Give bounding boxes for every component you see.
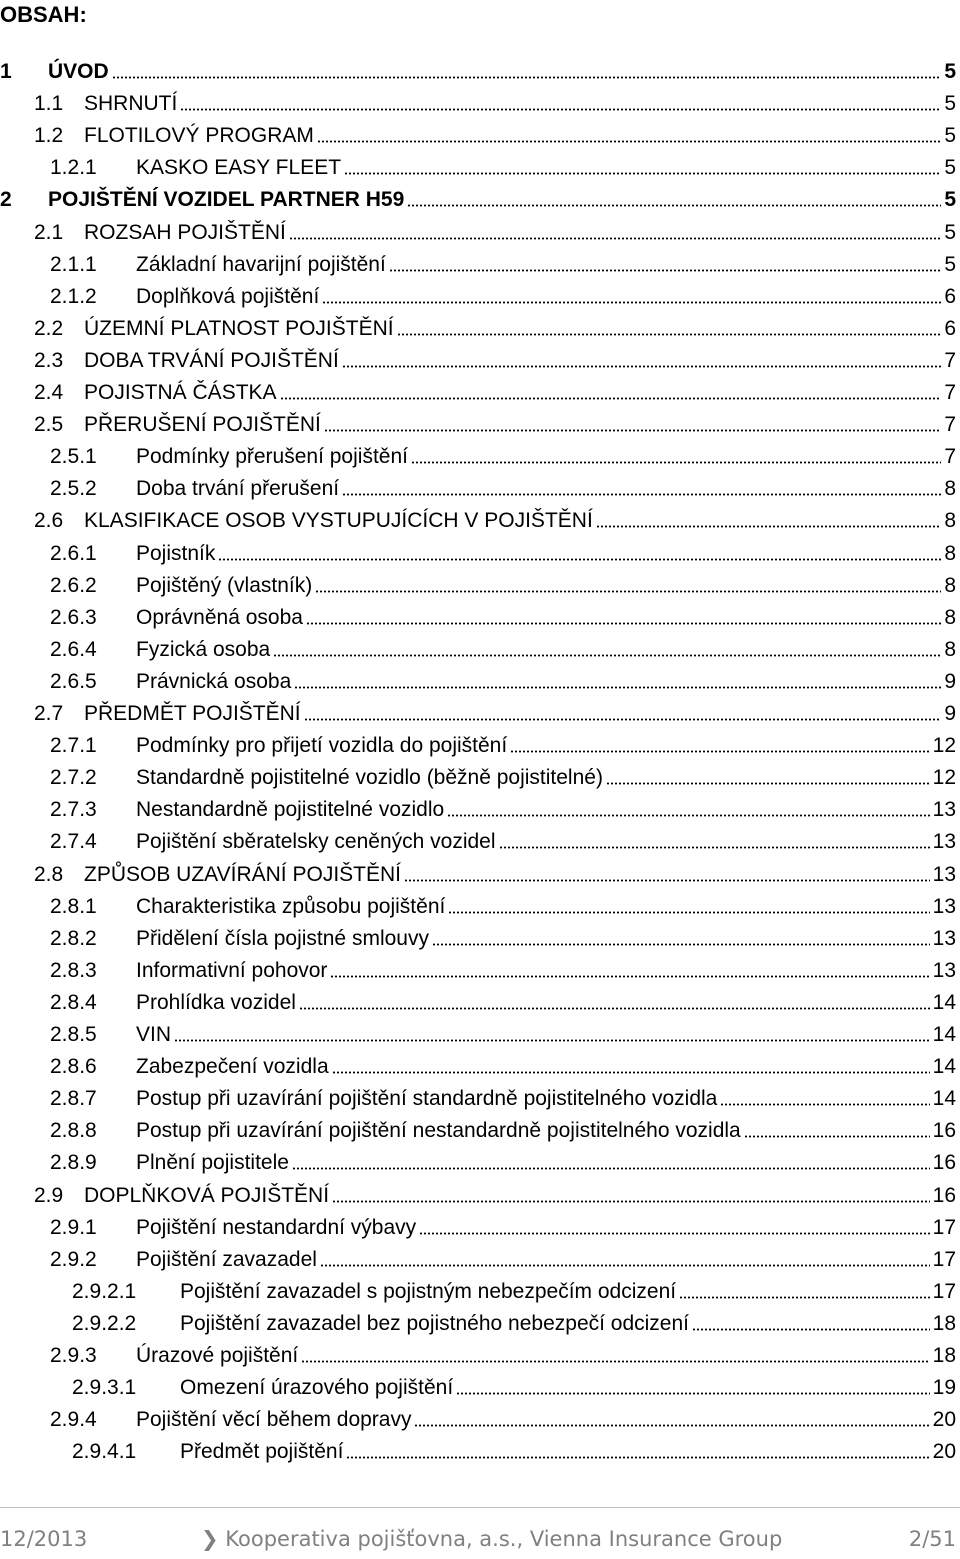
toc-entry[interactable] [50,730,956,762]
toc-entry[interactable] [72,1372,956,1404]
toc-entry[interactable] [50,570,956,602]
toc-entry-number: 2.4 [34,381,64,404]
toc-entry-title: KASKO EASY FLEET [136,156,342,179]
toc-entry[interactable] [50,473,956,505]
toc-dot-leader [273,654,941,657]
toc-entry-page: 12 [932,766,956,789]
toc-entry-title: ROZSAH POJIŠTĚNÍ [84,221,286,244]
toc-entry[interactable] [50,1051,956,1083]
toc-entry-title: Oprávněná osoba [136,606,303,629]
toc-entry-page: 8 [944,509,956,532]
toc-entry-page: 13 [932,895,956,918]
toc-entry-page: 20 [932,1440,956,1463]
toc-entry[interactable] [50,602,956,634]
toc-entry-number: 2.5.1 [50,445,97,468]
toc-entry-number: 2.9 [34,1184,64,1207]
toc-entry-title: Doba trvání přerušení [136,477,340,500]
toc-entry[interactable] [34,345,956,377]
toc-dot-leader [344,172,941,175]
toc-entry-number: 2.6.1 [50,542,97,565]
toc-dot-leader [679,1296,930,1299]
toc-entry-page: 7 [944,349,956,372]
toc-entry-number: 2.8.1 [50,895,97,918]
toc-entry[interactable] [0,56,956,88]
toc-entry-number: 2.8.8 [50,1119,97,1142]
toc-entry[interactable] [50,249,956,281]
toc-entry[interactable] [50,1115,956,1147]
toc-entry-number: 1.2.1 [50,156,97,179]
toc-entry-title: Standardně pojistitelné vozidlo (běžně pojistitelné) [136,766,603,789]
toc-entry-page: 13 [932,830,956,853]
toc-entry-title: Fyzická osoba [136,638,271,661]
toc-dot-leader [414,1424,929,1427]
toc-entry-page: 6 [944,285,956,308]
toc-entry-number: 2.9.2.1 [72,1280,137,1303]
toc-entry[interactable] [50,923,956,955]
page-title: OBSAH: [0,2,87,27]
toc-entry-title: POJIŠTĚNÍ VOZIDEL PARTNER H59 [48,188,405,211]
toc-entry-page: 17 [932,1280,956,1303]
toc-dot-leader [419,1232,929,1235]
toc-dot-leader [411,461,941,464]
toc-entry-title: Charakteristika způsobu pojištění [136,895,446,918]
toc-entry-page: 7 [944,381,956,404]
toc-entry-page: 13 [932,798,956,821]
toc-dot-leader [744,1135,930,1138]
toc-entry-number: 2.1.1 [50,253,97,276]
toc-entry-number: 2.9.2 [50,1248,97,1271]
toc-dot-leader [499,846,930,849]
toc-dot-leader [180,108,941,111]
toc-dot-leader [289,237,941,240]
toc-entry-number: 2.6 [34,509,64,532]
toc-entry[interactable] [34,120,956,152]
toc-entry-title: ÚVOD [48,60,109,83]
footer-page-number: 2/51 [908,1527,956,1551]
toc-entry-page: 12 [932,734,956,757]
toc-entry-title: POJISTNÁ ČÁSTKA [84,381,277,404]
toc-entry-number: 2.6.3 [50,606,97,629]
toc-dot-leader [606,782,930,785]
page-footer [0,1527,956,1559]
toc-dot-leader [294,686,941,689]
toc-entry-title: Informativní pohovor [136,959,328,982]
toc-entry-title: Pojištění zavazadel s pojistným nebezpečím odcizení [180,1280,677,1303]
toc-dot-leader [322,301,941,304]
toc-dot-leader [301,1360,929,1363]
toc-entry[interactable] [50,891,956,923]
toc-dot-leader [447,814,929,817]
toc-dot-leader [346,1456,929,1459]
toc-entry-title: Postup při uzavírání pojištění standardně pojistitelného vozidla [136,1087,718,1110]
toc-entry-page: 13 [932,863,956,886]
footer-divider [0,1507,960,1508]
toc-entry-title: Právnická osoba [136,670,292,693]
toc-entry-title: Pojištěný (vlastník) [136,574,313,597]
toc-entry-page: 18 [932,1344,956,1367]
toc-dot-leader [389,269,942,272]
toc-dot-leader [280,397,942,400]
toc-entry-number: 2.3 [34,349,64,372]
toc-entry-number: 2.1 [34,221,64,244]
toc-entry[interactable] [34,409,956,441]
toc-entry-page: 14 [932,1055,956,1078]
toc-dot-leader [317,140,941,143]
toc-entry-number: 2.8.6 [50,1055,97,1078]
toc-entry-title: PŘERUŠENÍ POJIŠTĚNÍ [84,413,321,436]
toc-entry-number: 2.6.4 [50,638,97,661]
toc-entry-title: VIN [136,1023,172,1046]
toc-dot-leader [320,1264,930,1267]
toc-dot-leader [112,76,942,79]
toc-entry-number: 2.8.4 [50,991,97,1014]
toc-entry-page: 13 [932,927,956,950]
toc-entry[interactable] [50,538,956,570]
toc-entry[interactable] [50,1404,956,1436]
toc-entry-page: 8 [944,606,956,629]
toc-entry-number: 2.9.4 [50,1408,97,1431]
toc-entry-number: 1.1 [34,92,64,115]
toc-entry-page: 16 [932,1151,956,1174]
toc-entry-page: 5 [944,253,956,276]
toc-entry-page: 8 [944,574,956,597]
toc-entry-title: Základní havarijní pojištění [136,253,386,276]
toc-entry-title: PŘEDMĚT POJIŠTĚNÍ [84,702,301,725]
toc-dot-leader [174,1039,930,1042]
toc-entry[interactable] [50,1340,956,1372]
toc-entry[interactable] [34,1180,956,1212]
toc-entry-page: 7 [944,413,956,436]
toc-entry[interactable] [50,1212,956,1244]
toc-entry[interactable] [50,1083,956,1115]
toc-entry-title: Podmínky pro přijetí vozidla do pojištění [136,734,508,757]
toc-entry-page: 9 [944,670,956,693]
toc-dot-leader [342,365,942,368]
toc-entry-number: 2.2 [34,317,64,340]
toc-entry[interactable] [34,88,956,120]
toc-entry-title: Úrazové pojištění [136,1344,299,1367]
toc-entry-title: DOPLŇKOVÁ POJIŠTĚNÍ [84,1184,330,1207]
toc-entry-page: 13 [932,959,956,982]
toc-entry[interactable] [50,666,956,698]
toc-entry-title: Zabezpečení vozidla [136,1055,329,1078]
toc-entry[interactable] [72,1308,956,1340]
toc-entry-number: 2.1.2 [50,285,97,308]
toc-entry[interactable] [50,987,956,1019]
toc-entry[interactable] [50,826,956,858]
toc-entry-title: Pojištění věcí během dopravy [136,1408,412,1431]
toc-entry-page: 8 [944,477,956,500]
toc-entry-number: 2.5.2 [50,477,97,500]
toc-entry-page: 5 [944,221,956,244]
toc-entry-page: 5 [944,188,956,211]
toc-entry-number: 2.7.3 [50,798,97,821]
toc-entry[interactable] [50,1019,956,1051]
toc-dot-leader [448,911,929,914]
toc-entry-number: 2.9.3 [50,1344,97,1367]
toc-entry[interactable] [50,1147,956,1179]
toc-entry-title: Nestandardně pojistitelné vozidlo [136,798,445,821]
footer-company: ❯ Kooperativa pojišťovna, a.s., Vienna Insurance Group [201,1527,783,1551]
toc-entry-number: 2.5 [34,413,64,436]
toc-entry-number: 1 [0,60,12,83]
toc-dot-leader [324,429,941,432]
toc-dot-leader [692,1328,930,1331]
toc-entry[interactable] [50,955,956,987]
toc-entry[interactable] [34,313,956,345]
toc-dot-leader [596,525,942,528]
toc-entry-title: Omezení úrazového pojištění [180,1376,454,1399]
toc-entry-page: 7 [944,445,956,468]
toc-entry[interactable] [34,859,956,891]
toc-dot-leader [306,622,941,625]
toc-entry-number: 2.8.9 [50,1151,97,1174]
toc-entry-title: Doplňková pojištění [136,285,320,308]
toc-entry-title: Pojištění nestandardní výbavy [136,1216,417,1239]
toc-entry[interactable] [50,152,956,184]
toc-entry-page: 5 [944,92,956,115]
toc-entry-number: 1.2 [34,124,64,147]
toc-entry-title: FLOTILOVÝ PROGRAM [84,124,314,147]
toc-entry[interactable] [50,762,956,794]
toc-entry-page: 14 [932,1023,956,1046]
toc-dot-leader [299,1007,930,1010]
toc-entry-title: Podmínky přerušení pojištění [136,445,408,468]
toc-entry[interactable] [0,184,956,216]
toc-entry-number: 2.6.2 [50,574,97,597]
toc-entry-number: 2.8.3 [50,959,97,982]
footer-date: 12/2013 [0,1527,88,1551]
toc-entry-number: 2.9.4.1 [72,1440,137,1463]
toc-entry-title: ZPŮSOB UZAVÍRÁNÍ POJIŠTĚNÍ [84,863,401,886]
toc-entry[interactable] [34,698,956,730]
toc-dot-leader [407,204,941,207]
toc-entry-number: 2.7.1 [50,734,97,757]
toc-dot-leader [456,1392,929,1395]
toc-entry[interactable] [50,281,956,313]
toc-entry[interactable] [34,217,956,249]
toc-entry-page: 16 [932,1119,956,1142]
toc-entry-title: Prohlídka vozidel [136,991,296,1014]
toc-entry-title: SHRNUTÍ [84,92,178,115]
toc-entry-page: 8 [944,638,956,661]
toc-dot-leader [292,1167,930,1170]
toc-entry-page: 19 [932,1376,956,1399]
toc-entry-number: 2.8.7 [50,1087,97,1110]
toc-dot-leader [330,975,929,978]
toc-entry-title: ÚZEMNÍ PLATNOST POJIŠTĚNÍ [84,317,394,340]
toc-entry-page: 9 [944,702,956,725]
toc-entry-page: 16 [932,1184,956,1207]
toc-entry[interactable] [34,505,956,537]
toc-entry-title: DOBA TRVÁNÍ POJIŠTĚNÍ [84,349,339,372]
toc-entry-title: Plnění pojistitele [136,1151,289,1174]
toc-dot-leader [315,590,941,593]
toc-entry-number: 2.8 [34,863,64,886]
toc-entry-number: 2.9.1 [50,1216,97,1239]
toc-dot-leader [304,718,942,721]
toc-entry-page: 8 [944,542,956,565]
toc-dot-leader [342,493,941,496]
toc-entry-page: 18 [932,1312,956,1335]
toc-entry-title: Pojištění zavazadel [136,1248,317,1271]
toc-entry-page: 17 [932,1216,956,1239]
toc-dot-leader [404,879,930,882]
toc-entry-number: 2.8.2 [50,927,97,950]
toc-entry-page: 5 [944,124,956,147]
toc-entry-title: Pojištění zavazadel bez pojistného nebezpečí odcizení [180,1312,690,1335]
toc-entry-title: Přidělení čísla pojistné smlouvy [136,927,429,950]
toc-entry-page: 6 [944,317,956,340]
toc-entry-title: Předmět pojištění [180,1440,344,1463]
toc-dot-leader [332,1071,930,1074]
toc-entry-page: 20 [932,1408,956,1431]
toc-entry-title: KLASIFIKACE OSOB VYSTUPUJÍCÍCH V POJIŠTĚNÍ [84,509,593,532]
toc-entry-number: 2 [0,188,12,211]
toc-entry-number: 2.6.5 [50,670,97,693]
toc-dot-leader [332,1200,930,1203]
toc-dot-leader [218,558,941,561]
toc-entry[interactable] [72,1436,956,1468]
toc-entry[interactable] [50,1244,956,1276]
toc-entry-number: 2.7 [34,702,64,725]
toc-dot-leader [720,1103,929,1106]
toc-dot-leader [510,750,929,753]
toc-entry-page: 17 [932,1248,956,1271]
toc-dot-leader [397,333,942,336]
toc-entry-number: 2.9.3.1 [72,1376,137,1399]
toc-entry[interactable] [34,377,956,409]
toc-entry-page: 5 [944,60,956,83]
toc-entry-page: 14 [932,991,956,1014]
toc-entry-number: 2.8.5 [50,1023,97,1046]
toc-entry[interactable] [50,441,956,473]
toc-entry-number: 2.9.2.2 [72,1312,137,1335]
toc-entry-title: Pojištění sběratelsky ceněných vozidel [136,830,496,853]
toc-entry[interactable] [72,1276,956,1308]
toc-entry-title: Postup při uzavírání pojištění nestandardně pojistitelného vozidla [136,1119,741,1142]
toc-entry-number: 2.7.4 [50,830,97,853]
toc-entry-page: 14 [932,1087,956,1110]
toc-dot-leader [432,943,930,946]
toc-entry[interactable] [50,794,956,826]
toc-entry-number: 2.7.2 [50,766,97,789]
toc-entry-page: 5 [944,156,956,179]
toc-entry-title: Pojistník [136,542,216,565]
toc-entry[interactable] [50,634,956,666]
